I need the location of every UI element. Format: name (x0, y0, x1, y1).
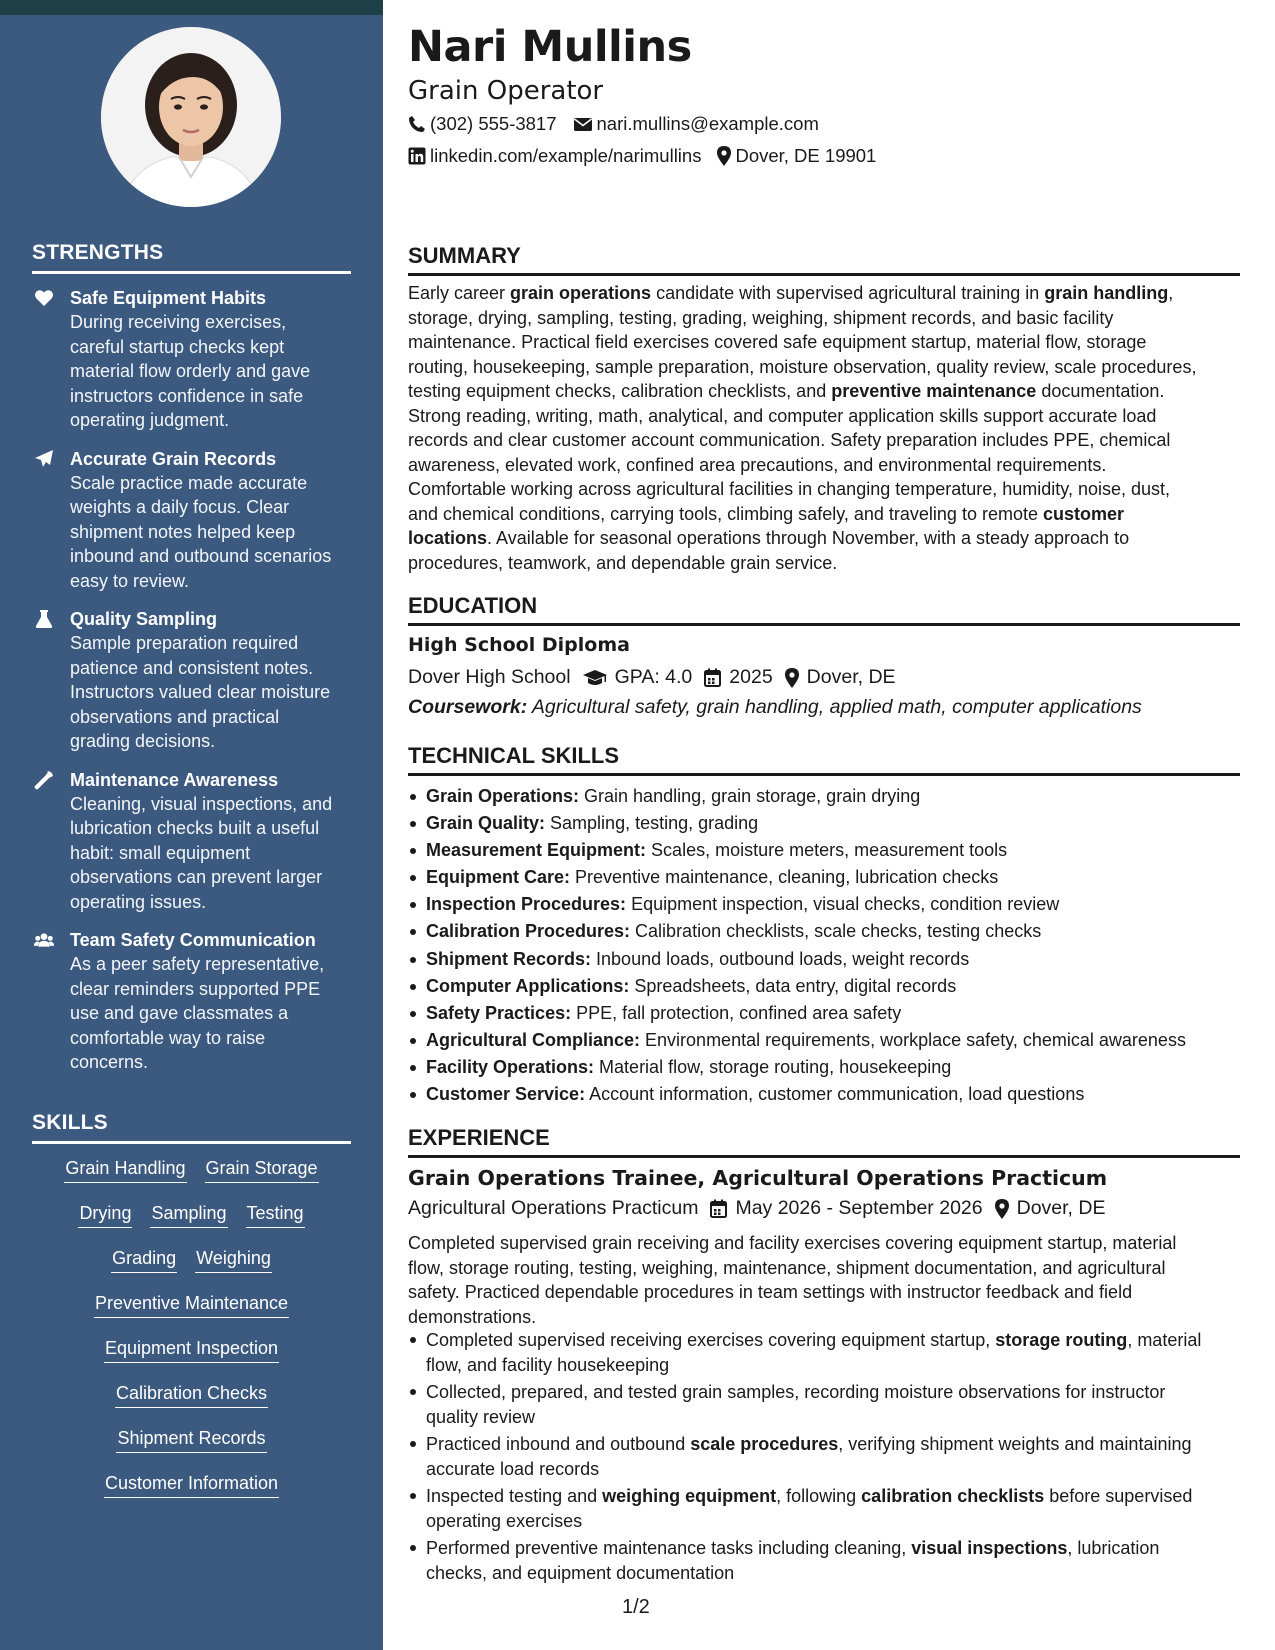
location-contact: Dover, DE 19901 (717, 145, 876, 167)
users-icon (34, 930, 54, 950)
paper-plane-icon (34, 449, 54, 469)
envelope-icon (573, 116, 593, 132)
experience-heading: EXPERIENCE (408, 1125, 1240, 1158)
heart-icon (34, 288, 54, 308)
strength-title: Safe Equipment Habits (70, 288, 267, 308)
map-pin-icon (785, 668, 799, 688)
graduation-year: 2025 (729, 666, 773, 688)
calendar-icon (710, 1199, 727, 1218)
list-item: Shipment Records: Inbound loads, outbound loads, weight records (426, 946, 1258, 973)
linkedin-icon (408, 147, 426, 165)
strength-title: Maintenance Awareness (70, 769, 279, 790)
education-location: Dover, DE (806, 666, 896, 688)
skill-tag: Grading (111, 1246, 177, 1273)
sidebar (0, 0, 383, 1650)
list-item: Computer Applications: Spreadsheets, data entry, digital records (426, 973, 1258, 1000)
list-item: Completed supervised receiving exercises covering equipment startup, storage routing, material flow, and facility housekeeping (426, 1328, 1258, 1377)
list-item: Grain Operations: Grain handling, grain storage, grain drying (426, 783, 1258, 810)
list-item: Customer Service: Account information, customer communication, load questions (426, 1081, 1258, 1108)
skill-tag: Shipment Records (116, 1426, 266, 1453)
list-item: Inspection Procedures: Equipment inspection, visual checks, condition review (426, 891, 1258, 918)
education-meta (408, 666, 908, 689)
list-item: Measurement Equipment: Scales, moisture meters, measurement tools (426, 837, 1258, 864)
strength-description: As a peer safety representative, clear reminders supported PPE use and gave classmates a comfortable way to raise concerns. (70, 954, 325, 1072)
strength-description: Cleaning, visual inspections, and lubrication checks built a useful habit: small equipment observations can prevent larger operating issues. (70, 793, 333, 912)
skill-tag: Equipment Inspection (104, 1336, 279, 1363)
skill-tag: Calibration Checks (115, 1381, 268, 1408)
skills-heading: SKILLS (32, 1111, 351, 1144)
page-number: 1/2 (622, 1596, 650, 1618)
skill-tag: Grain Storage (205, 1156, 319, 1183)
list-item: Performed preventive maintenance tasks including cleaning, visual inspections, lubrication checks, and equipment documentation (426, 1536, 1258, 1585)
education-heading: EDUCATION (408, 593, 1240, 626)
map-pin-icon (995, 1199, 1009, 1219)
skill-tag: Testing (246, 1201, 305, 1228)
school-name: Dover High School (408, 666, 571, 688)
calendar-icon (704, 668, 721, 687)
employment-dates: May 2026 - September 2026 (735, 1197, 983, 1219)
experience-description: Completed supervised grain receiving and facility exercises covering equipment startup, material flow, storage routing, testing, weighing, maintenance, shipment documentation, and agricultural safety. Practiced dependable procedures in team settings with instructor feedback and field demonstrations. (408, 1233, 1177, 1327)
phone-icon (408, 115, 426, 133)
flask-icon (34, 609, 54, 629)
summary-paragraph: Early career grain operations candidate with supervised agricultural training in grain handling, storage, drying, sampling, testing, grading, weighing, shipment records, and basic facility maintenance. Practical field exercises covered safe equipment startup, material flow, storage routing, housekeeping, sample preparation, moisture observation, quality review, scale procedures, testing equipment checks, calibration checklists, and preventive maintenance documentation. Strong reading, writing, math, analytical, and computer application skills support accurate load records and clear customer account communication. Safety preparation includes PPE, chemical awareness, elevated work, confined area precautions, and environmental requirements. Comfortable working across agricultural facilities in changing temperature, humidity, noise, dust, and chemical conditions, carrying tools, climbing safely, and traveling to remote customer locations. Available for seasonal operations through November, with a steady approach to procedures, teamwork, and dependable grain service. (408, 283, 1197, 573)
experience-job-title: Grain Operations Trainee, Agricultural Operations Practicum (408, 1166, 1108, 1190)
list-item: Grain Quality: Sampling, testing, grading (426, 810, 1258, 837)
experience-bullets (408, 1328, 1258, 1588)
skill-tag: Preventive Maintenance (94, 1291, 289, 1318)
coursework: Coursework: Agricultural safety, grain handling, applied math, computer applications (408, 696, 1142, 718)
skills-tag-cloud (32, 1156, 351, 1516)
strength-item (32, 928, 352, 1075)
gpa: GPA: 4.0 (614, 666, 693, 688)
technical-skills-heading: TECHNICAL SKILLS (408, 743, 1240, 776)
strengths-list (32, 286, 352, 1089)
skill-tag: Drying (78, 1201, 132, 1228)
strength-item (32, 447, 352, 594)
wrench-icon (34, 770, 54, 790)
strengths-heading: STRENGTHS (32, 241, 351, 274)
list-item: Inspected testing and weighing equipment, following calibration checklists before supervised operating exercises (426, 1484, 1258, 1533)
phone-contact[interactable]: (302) 555-3817 (408, 113, 557, 135)
list-item: Calibration Procedures: Calibration checklists, scale checks, testing checks (426, 918, 1258, 945)
employer-name: Agricultural Operations Practicum (408, 1197, 699, 1219)
sidebar-top-band (0, 0, 383, 15)
contact-line-1 (408, 113, 835, 135)
skill-tag: Weighing (195, 1246, 272, 1273)
linkedin-contact[interactable]: linkedin.com/example/narimullins (408, 145, 701, 167)
graduation-cap-icon (583, 669, 607, 687)
map-pin-icon (717, 146, 731, 166)
strength-item (32, 768, 352, 915)
strength-title: Quality Sampling (70, 609, 218, 629)
list-item: Safety Practices: PPE, fall protection, confined area safety (426, 1000, 1258, 1027)
candidate-title: Grain Operator (408, 76, 604, 106)
list-item: Equipment Care: Preventive maintenance, cleaning, lubrication checks (426, 864, 1258, 891)
experience-location: Dover, DE (1016, 1197, 1106, 1219)
contact-line-2 (408, 145, 892, 167)
strength-description: Sample preparation required patience and consistent notes. Instructors valued clear moisture observations and practical grading decisions. (70, 633, 331, 751)
list-item: Practiced inbound and outbound scale procedures, verifying shipment weights and maintaining accurate load records (426, 1432, 1258, 1481)
summary-heading: SUMMARY (408, 243, 1240, 276)
strength-description: During receiving exercises, careful startup checks kept material flow orderly and gave instructors confidence in safe operating judgment. (70, 312, 311, 430)
experience-meta (408, 1197, 1117, 1220)
skill-tag: Customer Information (104, 1471, 279, 1498)
technical-skills-list (408, 783, 1258, 1108)
education-degree: High School Diploma (408, 634, 630, 656)
strength-title: Team Safety Communication (70, 930, 316, 950)
skill-tag: Sampling (150, 1201, 227, 1228)
strength-item (32, 286, 352, 433)
candidate-name: Nari Mullins (408, 22, 692, 72)
strength-description: Scale practice made accurate weights a daily focus. Clear shipment notes helped keep inbound and outbound scenarios easy to review. (70, 472, 332, 591)
email-contact[interactable]: nari.mullins@example.com (573, 113, 819, 135)
skill-tag: Grain Handling (64, 1156, 186, 1183)
strength-title: Accurate Grain Records (70, 448, 277, 469)
list-item: Facility Operations: Material flow, storage routing, housekeeping (426, 1054, 1258, 1081)
strength-item (32, 607, 352, 754)
avatar (101, 27, 281, 207)
list-item: Collected, prepared, and tested grain samples, recording moisture observations for instructor quality review (426, 1380, 1258, 1429)
list-item: Agricultural Compliance: Environmental requirements, workplace safety, chemical awareness (426, 1027, 1258, 1054)
